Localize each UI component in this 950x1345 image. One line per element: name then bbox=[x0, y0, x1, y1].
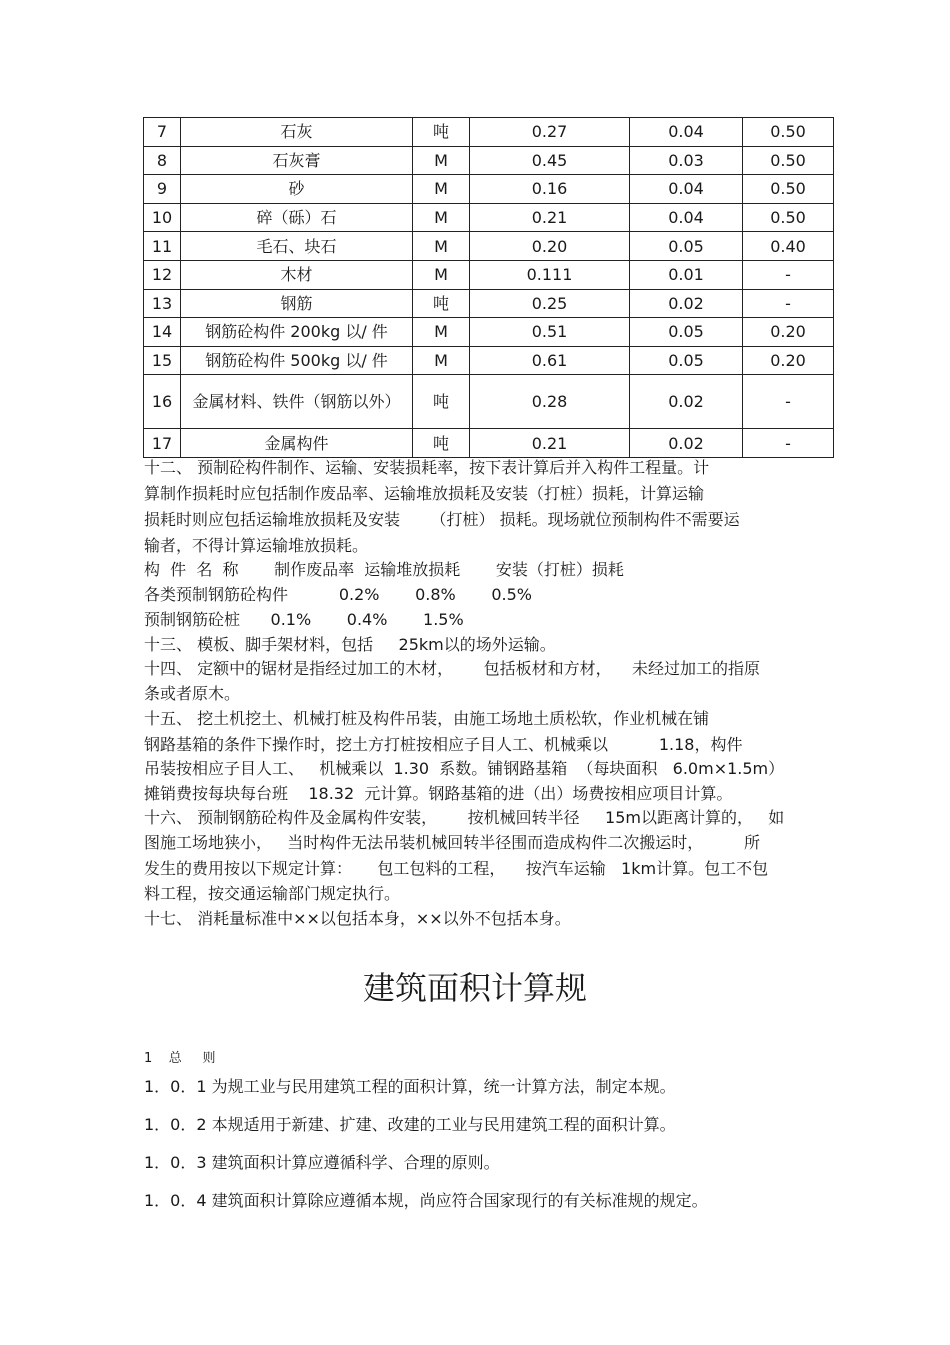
clause-item: 1．0．4 建筑面积计算除应遵循本规，尚应符合国家现行的有关标准规的规定。 bbox=[144, 1191, 708, 1210]
paragraph-line: 十七、 消耗量标准中××以包括本身，××以外不包括本身。 bbox=[144, 909, 571, 928]
table-cell-v3: 0.40 bbox=[743, 232, 834, 261]
table-cell-v3: - bbox=[743, 289, 834, 318]
table-cell-v1: 0.51 bbox=[470, 318, 630, 347]
table-cell-name: 木材 bbox=[181, 260, 413, 289]
table-row bbox=[144, 203, 834, 232]
table-cell-unit: M bbox=[413, 175, 470, 204]
table-cell-v1: 0.61 bbox=[470, 346, 630, 375]
paragraph-line: 料工程，按交通运输部门规定执行。 bbox=[144, 884, 401, 903]
table-cell-name: 钢筋砼构件 500kg 以/ 件 bbox=[181, 346, 413, 375]
table-row bbox=[144, 375, 834, 429]
paragraph-line: 摊销费按每块每台班 18.32 元计算。钢路基箱的进（出）场费按相应项目计算。 bbox=[144, 784, 733, 803]
table-cell-v3: 0.20 bbox=[743, 346, 834, 375]
table-cell-v1: 0.45 bbox=[470, 146, 630, 175]
table-cell-v1: 0.20 bbox=[470, 232, 630, 261]
table-cell-v2: 0.04 bbox=[630, 175, 743, 204]
clause-item: 1．0．3 建筑面积计算应遵循科学、合理的原则。 bbox=[144, 1153, 500, 1172]
paragraph-line: 损耗时则应包括运输堆放损耗及安装 （打桩） 损耗。现场就位预制构件不需要运 bbox=[144, 510, 740, 529]
table-cell-v1: 0.21 bbox=[470, 429, 630, 458]
table-cell-v1: 0.21 bbox=[470, 203, 630, 232]
paragraph-line: 十二、 预制砼构件制作、运输、安装损耗率，按下表计算后并入构件工程量。计 bbox=[144, 458, 710, 477]
table-cell-unit: 吨 bbox=[413, 375, 470, 429]
table-cell-unit: 吨 bbox=[413, 118, 470, 147]
paragraph-line: 十五、 挖土机挖土、机械打桩及构件吊装，由施工场地土质松软，作业机械在铺 bbox=[144, 709, 710, 728]
paragraph-line: 十四、 定额中的锯材是指经过加工的木材， 包括板材和方材， 未经过加工的指原 bbox=[144, 659, 760, 678]
table-cell-unit: 吨 bbox=[413, 429, 470, 458]
table-cell-v1: 0.25 bbox=[470, 289, 630, 318]
table-cell-no: 10 bbox=[144, 203, 181, 232]
table-row bbox=[144, 232, 834, 261]
clause-item: 1．0．2 本规适用于新建、扩建、改建的工业与民用建筑工程的面积计算。 bbox=[144, 1115, 676, 1134]
table-row bbox=[144, 346, 834, 375]
table-cell-v1: 0.27 bbox=[470, 118, 630, 147]
table-cell-no: 13 bbox=[144, 289, 181, 318]
table-row bbox=[144, 260, 834, 289]
table-cell-v1: 0.16 bbox=[470, 175, 630, 204]
table-cell-v2: 0.05 bbox=[630, 346, 743, 375]
paragraph-line: 各类预制钢筋砼构件 0.2% 0.8% 0.5% bbox=[144, 585, 533, 604]
table-cell-v2: 0.03 bbox=[630, 146, 743, 175]
table-cell-no: 16 bbox=[144, 375, 181, 429]
table-cell-no: 9 bbox=[144, 175, 181, 204]
table-cell-unit: M bbox=[413, 232, 470, 261]
table-cell-v3: 0.50 bbox=[743, 203, 834, 232]
table-cell-v2: 0.05 bbox=[630, 318, 743, 347]
table-cell-v3: 0.50 bbox=[743, 146, 834, 175]
table-cell-name: 金属构件 bbox=[181, 429, 413, 458]
table-row bbox=[144, 318, 834, 347]
table-row bbox=[144, 175, 834, 204]
paragraph-line: 算制作损耗时应包括制作废品率、运输堆放损耗及安装（打桩）损耗，计算运输 bbox=[144, 484, 705, 503]
material-loss-table bbox=[143, 117, 834, 458]
table-cell-no: 12 bbox=[144, 260, 181, 289]
table-cell-unit: M bbox=[413, 318, 470, 347]
paragraph-line: 图施工场地狭小， 当时构件无法吊装机械回转半径围而造成构件二次搬运时， 所 bbox=[144, 833, 760, 852]
table-cell-v2: 0.02 bbox=[630, 289, 743, 318]
table-cell-unit: 吨 bbox=[413, 289, 470, 318]
table-cell-v2: 0.01 bbox=[630, 260, 743, 289]
table-cell-unit: M bbox=[413, 203, 470, 232]
table-cell-name: 碎（砾）石 bbox=[181, 203, 413, 232]
subsection-heading: 1 总 则 bbox=[144, 1051, 216, 1066]
table-cell-name: 砂 bbox=[181, 175, 413, 204]
table-row bbox=[144, 146, 834, 175]
table-row bbox=[144, 429, 834, 458]
table-cell-no: 11 bbox=[144, 232, 181, 261]
table-cell-v3: 0.20 bbox=[743, 318, 834, 347]
section-title: 建筑面积计算规 bbox=[362, 969, 587, 1007]
table-cell-no: 14 bbox=[144, 318, 181, 347]
paragraph-line: 发生的费用按以下规定计算： 包工包料的工程， 按汽车运输 1km计算。包工不包 bbox=[144, 859, 769, 878]
table-cell-no: 15 bbox=[144, 346, 181, 375]
table-cell-unit: M bbox=[413, 146, 470, 175]
paragraph-line: 钢路基箱的条件下操作时，挖土方打桩按相应子目人工、机械乘以 1.18，构件 bbox=[144, 735, 743, 754]
table-cell-v3: - bbox=[743, 260, 834, 289]
table-cell-v2: 0.05 bbox=[630, 232, 743, 261]
table-cell-v1: 0.28 bbox=[470, 375, 630, 429]
table-cell-v3: - bbox=[743, 375, 834, 429]
table-cell-v3: 0.50 bbox=[743, 175, 834, 204]
paragraph-line: 吊装按相应子目人工、 机械乘以 1.30 系数。铺钢路基箱 （每块面积 6.0m×1.5m） bbox=[144, 759, 785, 778]
paragraph-line: 十六、 预制钢筋砼构件及金属构件安装， 按机械回转半径 15m以距离计算的， 如 bbox=[144, 808, 785, 827]
table-cell-v2: 0.04 bbox=[630, 203, 743, 232]
table-cell-no: 17 bbox=[144, 429, 181, 458]
paragraph-line: 预制钢筋砼桩 0.1% 0.4% 1.5% bbox=[144, 610, 464, 629]
paragraph-line: 构 件 名 称 制作废品率 运输堆放损耗 安装（打桩）损耗 bbox=[144, 560, 624, 579]
table-cell-unit: M bbox=[413, 260, 470, 289]
table-cell-name: 金属材料、铁件（钢筋以外） bbox=[181, 375, 413, 429]
table-cell-no: 8 bbox=[144, 146, 181, 175]
table-cell-name: 毛石、块石 bbox=[181, 232, 413, 261]
paragraph-line: 条或者原木。 bbox=[144, 684, 241, 703]
clause-item: 1．0．1 为规工业与民用建筑工程的面积计算，统一计算方法，制定本规。 bbox=[144, 1077, 676, 1096]
paragraph-line: 输者，不得计算运输堆放损耗。 bbox=[144, 536, 369, 555]
table-cell-unit: M bbox=[413, 346, 470, 375]
table-cell-name: 钢筋 bbox=[181, 289, 413, 318]
table-cell-no: 7 bbox=[144, 118, 181, 147]
table-row bbox=[144, 118, 834, 147]
table-cell-name: 石灰膏 bbox=[181, 146, 413, 175]
table-cell-v2: 0.02 bbox=[630, 375, 743, 429]
material-loss-table-body bbox=[144, 118, 834, 458]
table-cell-name: 石灰 bbox=[181, 118, 413, 147]
table-cell-v3: - bbox=[743, 429, 834, 458]
table-cell-name: 钢筋砼构件 200kg 以/ 件 bbox=[181, 318, 413, 347]
paragraph-line: 十三、 模板、脚手架材料，包括 25km以的场外运输。 bbox=[144, 635, 556, 654]
table-cell-v2: 0.04 bbox=[630, 118, 743, 147]
table-row bbox=[144, 289, 834, 318]
table-cell-v3: 0.50 bbox=[743, 118, 834, 147]
table-cell-v2: 0.02 bbox=[630, 429, 743, 458]
table-cell-v1: 0.111 bbox=[470, 260, 630, 289]
